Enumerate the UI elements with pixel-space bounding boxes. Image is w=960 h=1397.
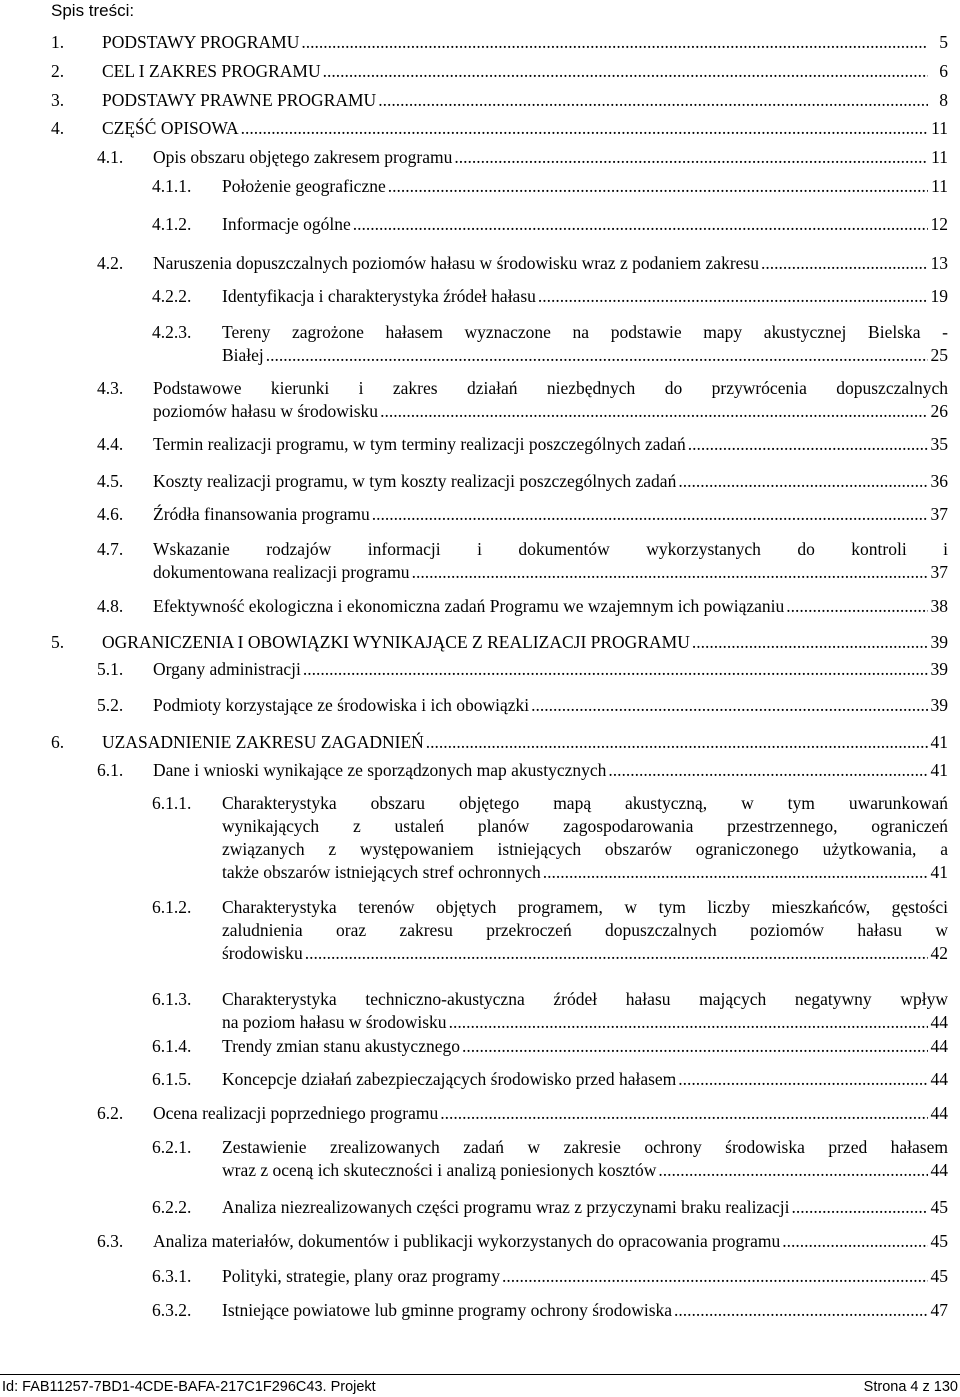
toc-entry[interactable] <box>152 1068 948 1091</box>
toc-entry[interactable] <box>152 1196 948 1219</box>
toc-entry-number: 6.1.5. <box>152 1069 192 1089</box>
toc-entry-title: Charakterystyka terenów objętych programem, w tym liczby mieszkańców, gęstości <box>222 897 948 917</box>
toc-entry-title: wynikających z ustaleń planów zagospodarowania przestrzennego, ograniczeń <box>222 816 948 836</box>
toc-entry[interactable] <box>97 1102 948 1125</box>
toc-entry-number: 4.5. <box>97 471 124 491</box>
toc-entry-number: 3. <box>51 90 65 110</box>
toc-entry-page: 6 <box>939 61 948 81</box>
toc-entry-page: 44 <box>930 1036 948 1056</box>
toc-entry-title: UZASADNIENIE ZAKRESU ZAGADNIEŃ <box>102 732 424 752</box>
toc-entry-title: związanych z występowaniem istniejących obszarów ograniczonego użytkowania, a <box>222 839 948 859</box>
toc-entry[interactable] <box>51 631 948 654</box>
toc-entry-title: Efektywność ekologiczna i ekonomiczna zadań Programu we wzajemnym ich powiązaniu <box>153 596 785 616</box>
toc-entry-title: środowisku <box>222 943 303 963</box>
dot-leader <box>502 1265 928 1288</box>
toc-entry-page: 45 <box>930 1197 948 1217</box>
toc-entry[interactable] <box>97 433 948 456</box>
toc-entry-title: także obszarów istniejących stref ochronnych <box>222 862 541 882</box>
dot-leader <box>791 1196 928 1219</box>
toc-entry-title: Koszty realizacji programu, w tym koszty realizacji poszczególnych zadań <box>153 471 677 491</box>
dot-leader <box>678 470 928 493</box>
dot-leader <box>608 759 928 782</box>
toc-entry-page: 41 <box>930 760 948 780</box>
toc-entry[interactable] <box>152 213 948 236</box>
toc-entry-title: Organy administracji <box>153 659 301 679</box>
dot-leader <box>782 1230 928 1253</box>
toc-entry-title: Białej <box>222 345 264 365</box>
toc-entry[interactable] <box>97 694 948 717</box>
dot-leader <box>543 861 928 884</box>
toc-entry-title: Naruszenia dopuszczalnych poziomów hałasu w środowisku wraz z podaniem zakresu <box>153 253 759 273</box>
toc-entry[interactable] <box>152 175 948 198</box>
dot-leader <box>678 1068 928 1091</box>
toc-entry-title: Tereny zagrożone hałasem wyznaczone na podstawie mapy akustycznej Bielska - <box>222 322 948 342</box>
page-number: Strona 4 z 130 <box>863 1379 958 1395</box>
toc-entry-title: Źródła finansowania programu <box>153 504 370 524</box>
toc-entry-number: 4.4. <box>97 434 124 454</box>
toc-entry[interactable] <box>97 252 948 275</box>
toc-entry-number: 4.3. <box>97 378 124 398</box>
dot-leader <box>380 400 928 423</box>
toc-entry[interactable] <box>152 988 948 1034</box>
toc-entry-number: 5. <box>51 632 65 652</box>
toc-entry-number: 6.3. <box>97 1231 124 1251</box>
dot-leader <box>353 213 928 236</box>
toc-entry-title: Podstawowe kierunki i zakres działań niezbędnych do przywrócenia dopuszczalnych <box>153 378 948 398</box>
toc-entry-number: 4.7. <box>97 539 124 559</box>
toc-entry-number: 1. <box>51 32 65 52</box>
toc-entry-number: 6.3.2. <box>152 1300 192 1320</box>
toc-entry-title: Koncepcje działań zabezpieczających środowisko przed hałasem <box>222 1069 677 1089</box>
dot-leader <box>388 175 928 198</box>
toc-entry[interactable] <box>51 117 948 140</box>
toc-entry-number: 6.1.4. <box>152 1036 192 1056</box>
document-id: Id: FAB11257-7BD1-4CDE-BAFA-217C1F296C43. Projekt <box>2 1379 376 1395</box>
toc-entry[interactable] <box>51 31 948 54</box>
toc-entry-title: Istniejące powiatowe lub gminne programy ochrony środowiska <box>222 1300 673 1320</box>
toc-entry-number: 6.3.1. <box>152 1266 192 1286</box>
toc-entry-title: wraz z oceną ich skuteczności i analizą poniesionych kosztów <box>222 1160 657 1180</box>
toc-entry-title: Identyfikacja i charakterystyka źródeł hałasu <box>222 286 536 306</box>
toc-entry-number: 6.1. <box>97 760 124 780</box>
toc-entry-title: Charakterystyka techniczno-akustyczna źródeł hałasu mających negatywny wpływ <box>222 989 948 1009</box>
toc-entry-page: 45 <box>930 1231 948 1251</box>
toc-entry-number: 4.1. <box>97 147 124 167</box>
dot-leader <box>301 31 928 54</box>
toc-entry-number: 4. <box>51 118 65 138</box>
toc-entry[interactable] <box>97 470 948 493</box>
page-footer <box>0 1374 960 1397</box>
toc-entry[interactable] <box>97 759 948 782</box>
dot-leader <box>658 1159 928 1182</box>
toc-entry[interactable] <box>152 1299 948 1322</box>
toc-entry-page: 42 <box>930 943 948 963</box>
dot-leader <box>266 344 928 367</box>
toc-entry[interactable] <box>97 503 948 526</box>
dot-leader <box>688 433 928 456</box>
toc-entry-number: 4.1.2. <box>152 214 192 234</box>
dot-leader <box>303 658 928 681</box>
toc-entry-page: 44 <box>930 1160 948 1180</box>
dot-leader <box>372 503 928 526</box>
toc-entry-title: Polityki, strategie, plany oraz programy <box>222 1266 500 1286</box>
toc-entry-page: 47 <box>930 1300 948 1320</box>
toc-entry-number: 4.6. <box>97 504 124 524</box>
toc-entry-number: 5.1. <box>97 659 124 679</box>
toc-entry-number: 4.2.2. <box>152 286 192 306</box>
toc-entry-title: Informacje ogólne <box>222 214 351 234</box>
toc-entry[interactable] <box>97 658 948 681</box>
toc-entry-title: PODSTAWY PROGRAMU <box>102 32 300 52</box>
toc-entry-page: 19 <box>930 286 948 306</box>
toc-entry-page: 36 <box>930 471 948 491</box>
toc-entry-page: 44 <box>930 1012 948 1032</box>
toc-entry[interactable] <box>97 1230 948 1253</box>
toc-entry[interactable] <box>152 321 948 367</box>
toc-entry-number: 4.2.3. <box>152 322 192 342</box>
toc-entry-page: 13 <box>930 253 948 273</box>
toc-entry[interactable] <box>97 538 948 584</box>
toc-entry-title: Opis obszaru objętego zakresem programu <box>153 147 453 167</box>
toc-entry-number: 5.2. <box>97 695 124 715</box>
toc-entry-number: 6.2. <box>97 1103 124 1123</box>
toc-entry[interactable] <box>152 792 948 884</box>
toc-entry-title: Termin realizacji programu, w tym terminy realizacji poszczególnych zadań <box>153 434 686 454</box>
toc-entry-title: Dane i wnioski wynikające ze sporządzonych map akustycznych <box>153 760 607 780</box>
toc-entry-number: 4.1.1. <box>152 176 192 196</box>
dot-leader <box>440 1102 928 1125</box>
toc-entry-title: zaludnienia oraz zakresu przekroczeń dopuszczalnych poziomów hałasu w <box>222 920 948 940</box>
toc-entry-title: Trendy zmian stanu akustycznego <box>222 1036 460 1056</box>
toc-entry[interactable] <box>97 595 948 618</box>
toc-entry-title: Podmioty korzystające ze środowiska i ich obowiązki <box>153 695 530 715</box>
toc-entry-page: 8 <box>939 90 948 110</box>
toc-entry-page: 44 <box>930 1069 948 1089</box>
toc-entry-title: Położenie geograficzne <box>222 176 386 196</box>
toc-entry-title: CZĘŚĆ OPISOWA <box>102 118 239 138</box>
toc-entry-number: 6.1.2. <box>152 897 192 917</box>
toc-entry-page: 41 <box>930 862 948 882</box>
toc-entry-title: OGRANICZENIA I OBOWIĄZKI WYNIKAJĄCE Z REALIZACJI PROGRAMU <box>102 632 690 652</box>
toc-entry[interactable] <box>152 1035 948 1058</box>
dot-leader <box>538 285 928 308</box>
toc-entry-page: 41 <box>930 732 948 752</box>
toc-entry-number: 6.1.1. <box>152 793 192 813</box>
toc-entry-page: 37 <box>930 562 948 582</box>
toc-entry-title: Charakterystyka obszaru objętego mapą akustyczną, w tym uwarunkowań <box>222 793 948 813</box>
toc-entry[interactable] <box>152 285 948 308</box>
toc-entry-title: PODSTAWY PRAWNE PROGRAMU <box>102 90 377 110</box>
dot-leader <box>241 117 928 140</box>
toc-entry-page: 38 <box>930 596 948 616</box>
toc-entry-title: CEL I ZAKRES PROGRAMU <box>102 61 321 81</box>
toc-entry-page: 39 <box>930 659 948 679</box>
toc-entry-number: 4.8. <box>97 596 124 616</box>
toc-entry-title: Analiza materiałów, dokumentów i publikacji wykorzystanych do opracowania programu <box>153 1231 781 1251</box>
dot-leader <box>378 89 928 112</box>
toc-entry[interactable] <box>51 731 948 754</box>
toc-entry-page: 39 <box>930 695 948 715</box>
toc-entry-number: 6.2.2. <box>152 1197 192 1217</box>
toc-entry[interactable] <box>152 1136 948 1182</box>
toc-entry[interactable] <box>152 1265 948 1288</box>
dot-leader <box>786 595 928 618</box>
toc-entry-title: Zestawienie zrealizowanych zadań w zakresie ochrony środowiska przed hałasem <box>222 1137 948 1157</box>
toc-entry-page: 44 <box>930 1103 948 1123</box>
toc-entry-page: 35 <box>930 434 948 454</box>
toc-entry-title: dokumentowana realizacji programu <box>153 562 410 582</box>
toc-entry-page: 11 <box>931 118 948 138</box>
toc-entry[interactable] <box>97 146 948 169</box>
dot-leader <box>674 1299 928 1322</box>
toc-entry-title: poziomów hałasu w środowisku <box>153 401 379 421</box>
toc-entry-number: 4.2. <box>97 253 124 273</box>
dot-leader <box>305 942 928 965</box>
toc-entry-page: 25 <box>930 345 948 365</box>
toc-entry-title: Analiza niezrealizowanych części programu wraz z przyczynami braku realizacji <box>222 1197 790 1217</box>
toc-entry-number: 2. <box>51 61 65 81</box>
toc-entry-page: 26 <box>930 401 948 421</box>
toc-entry-number: 6. <box>51 732 65 752</box>
toc-entry-title: Ocena realizacji poprzedniego programu <box>153 1103 439 1123</box>
dot-leader <box>462 1035 928 1058</box>
dot-leader <box>323 60 928 83</box>
dot-leader <box>761 252 928 275</box>
toc-entry-number: 6.1.3. <box>152 989 192 1009</box>
dot-leader <box>449 1011 928 1034</box>
toc-entry[interactable] <box>97 377 948 423</box>
dot-leader <box>426 731 928 754</box>
toc-entry-title: Wskazanie rodzajów informacji i dokumentów wykorzystanych do kontroli i <box>153 539 948 559</box>
toc-heading: Spis treści: <box>51 1 135 20</box>
toc-entry-number: 6.2.1. <box>152 1137 192 1157</box>
toc-entry-title: na poziom hałasu w środowisku <box>222 1012 447 1032</box>
toc-entry-page: 39 <box>930 632 948 652</box>
toc-entry-page: 11 <box>931 176 948 196</box>
dot-leader <box>454 146 928 169</box>
dot-leader <box>412 561 928 584</box>
toc-entry-page: 12 <box>930 214 948 234</box>
dot-leader <box>692 631 928 654</box>
toc-entry-page: 37 <box>930 504 948 524</box>
toc-entry[interactable] <box>51 89 948 112</box>
dot-leader <box>531 694 928 717</box>
toc-entry-page: 11 <box>931 147 948 167</box>
toc-entry[interactable] <box>152 896 948 965</box>
toc-entry-page: 45 <box>930 1266 948 1286</box>
toc-entry-page: 5 <box>939 32 948 52</box>
toc-entry[interactable] <box>51 60 948 83</box>
